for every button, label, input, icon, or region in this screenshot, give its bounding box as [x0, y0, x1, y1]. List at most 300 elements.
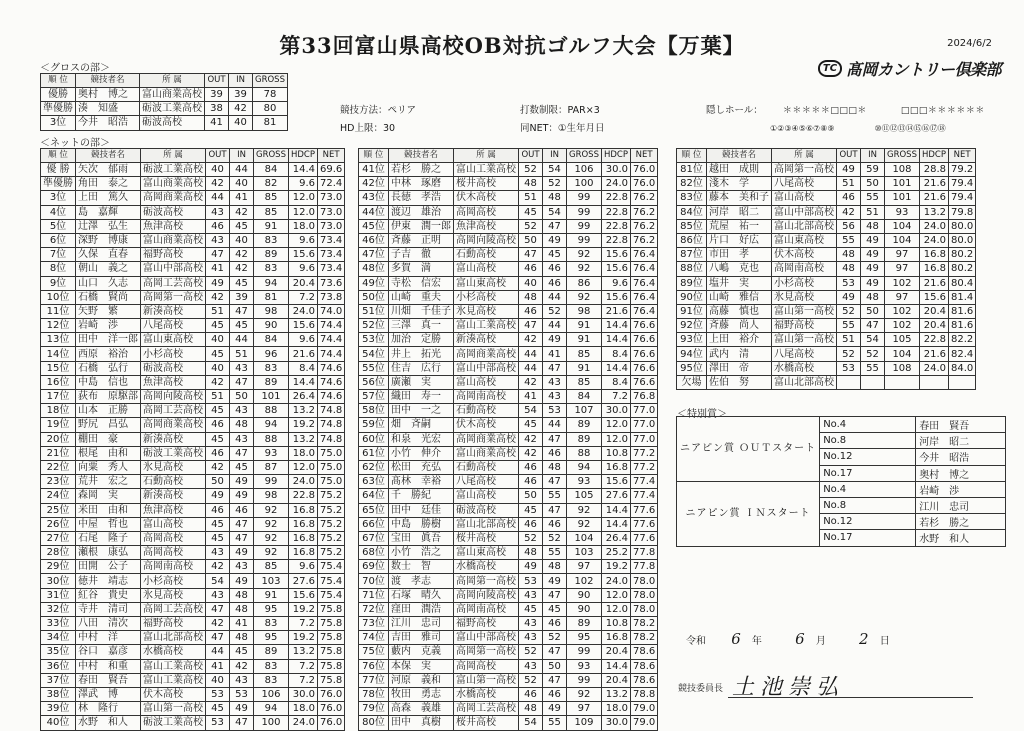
net-score-cell: 77.6	[630, 503, 657, 517]
hdcp-cell: 10.8	[601, 446, 630, 460]
net-score-cell: 74.6	[317, 390, 344, 404]
hole-number-cell: No.17	[820, 530, 916, 546]
net-score-cell: 75.4	[317, 574, 344, 588]
rank-cell: 37位	[41, 673, 76, 687]
table-row	[41, 503, 345, 517]
affiliation-cell: 新湊高校	[141, 304, 206, 318]
out-score-cell: 52	[519, 673, 543, 687]
hdcp-cell: 12.0	[288, 191, 317, 205]
affiliation-cell: 福野高校	[772, 319, 837, 333]
rank-cell: 50位	[359, 290, 389, 304]
table-row	[41, 475, 345, 489]
hdcp-cell: 14.4	[288, 163, 317, 177]
gross-score-cell: 84	[254, 333, 289, 347]
affiliation-cell: 八尾高校	[454, 475, 519, 489]
gross-score-cell: 103	[254, 574, 289, 588]
table-row	[41, 290, 345, 304]
player-name-cell: 中林 琢磨	[389, 177, 454, 191]
table-row	[41, 333, 345, 347]
rank-cell: 23位	[41, 475, 76, 489]
affiliation-cell: 高岡高校	[141, 531, 206, 545]
gross-score-cell: 98	[254, 304, 289, 318]
rank-cell: 22位	[41, 460, 76, 474]
affiliation-cell: 高岡高校	[454, 205, 519, 219]
affiliation-cell: 富山商業高校	[454, 446, 519, 460]
player-name-cell: 澤田 帝	[707, 361, 772, 375]
hdcp-cell: 21.6	[288, 347, 317, 361]
rank-cell: 優 勝	[41, 163, 76, 177]
player-name-cell: 久保 直春	[76, 248, 141, 262]
table-row	[41, 219, 345, 233]
table-row	[677, 276, 976, 290]
in-score-cell: 55	[543, 489, 567, 503]
gross-score-cell: 97	[567, 560, 602, 574]
table-row	[359, 702, 658, 716]
out-score-cell: 46	[519, 687, 543, 701]
affiliation-cell: 富山東高校	[772, 233, 837, 247]
out-score-cell: 47	[519, 248, 543, 262]
in-score-cell: 44	[230, 163, 254, 177]
affiliation-cell: 高岡商業高校	[454, 432, 519, 446]
affiliation-cell: 砺波工業高校	[140, 102, 205, 116]
in-score-cell: 43	[543, 390, 567, 404]
gross-col-header: 競技者名	[76, 74, 140, 88]
gross-score-cell: 101	[254, 390, 289, 404]
in-score-cell: 47	[543, 432, 567, 446]
table-row	[359, 475, 658, 489]
in-score-cell: 45	[230, 645, 254, 659]
hdcp-cell: 8.4	[288, 361, 317, 375]
gross-score-cell: 102	[567, 574, 602, 588]
rank-cell: 70位	[359, 574, 389, 588]
out-score-cell: 45	[206, 404, 230, 418]
gross-score-cell: 89	[567, 418, 602, 432]
net-score-cell: 76.4	[630, 290, 657, 304]
affiliation-cell: 高岡工芸高校	[141, 602, 206, 616]
rank-cell: 59位	[359, 418, 389, 432]
affiliation-cell: 魚津高校	[454, 219, 519, 233]
player-name-cell: 米田 由和	[76, 503, 141, 517]
gross-score-cell: 89	[254, 375, 289, 389]
table-row	[677, 417, 1006, 433]
net-score-cell: 76.2	[630, 233, 657, 247]
player-name-cell: 荒屋 祐一	[707, 219, 772, 233]
winner-name-cell: 奥村 博之	[916, 465, 1006, 481]
player-name-cell: 中島 勝樹	[389, 517, 454, 531]
in-score-cell: 41	[230, 191, 254, 205]
hdcp-cell: 21.6	[919, 347, 948, 361]
in-score-cell: 49	[543, 702, 567, 716]
table-row	[359, 531, 658, 545]
rank-cell: 69位	[359, 560, 389, 574]
in-score-cell: 50	[861, 304, 885, 318]
in-score-cell: 52	[543, 177, 567, 191]
player-name-cell: 八嶋 克也	[707, 262, 772, 276]
gross-score-cell: 83	[254, 361, 289, 375]
out-score-cell: 52	[519, 219, 543, 233]
special-category-cell: ニアピン賞 ＯＵＴスタート	[677, 417, 820, 482]
out-score-cell: 49	[837, 290, 861, 304]
gross-score-cell: 84	[254, 163, 289, 177]
rank-cell: 13位	[41, 333, 76, 347]
table-row	[41, 659, 345, 673]
table-row	[41, 489, 345, 503]
gross-score-cell: 98	[567, 304, 602, 318]
hdcp-cell: 9.6	[288, 560, 317, 574]
out-score-cell: 43	[206, 588, 230, 602]
rank-cell: 79位	[359, 702, 389, 716]
table-row	[41, 116, 288, 130]
gross-score-cell: 81	[253, 116, 288, 130]
out-score-cell: 40	[206, 333, 230, 347]
out-score-cell: 45	[206, 531, 230, 545]
rank-cell: 34位	[41, 631, 76, 645]
net-score-cell: 76.8	[630, 390, 657, 404]
player-name-cell: 高藤 慎也	[707, 304, 772, 318]
player-name-cell: 湊 知盛	[76, 102, 140, 116]
gross-score-cell: 89	[567, 617, 602, 631]
out-score-cell: 40	[519, 276, 543, 290]
net-score-cell: 79.8	[948, 205, 975, 219]
hdcp-cell: 12.0	[601, 588, 630, 602]
player-name-cell: 上田 裕介	[707, 333, 772, 347]
in-score-cell: 51	[861, 205, 885, 219]
player-name-cell: 小竹 伸介	[389, 446, 454, 460]
gross-score-cell: 103	[567, 546, 602, 560]
affiliation-cell: 富山工業高校	[454, 163, 519, 177]
in-score-cell: 55	[543, 716, 567, 730]
affiliation-cell: 富山中部高校	[454, 361, 519, 375]
gross-col-header: OUT	[205, 74, 229, 88]
affiliation-cell: 富山商業高校	[141, 177, 206, 191]
table-row	[677, 347, 976, 361]
rank-cell: 90位	[677, 290, 707, 304]
gross-score-cell: 99	[567, 233, 602, 247]
out-score-cell: 55	[837, 319, 861, 333]
affiliation-cell: 新湊高校	[454, 333, 519, 347]
out-score-cell: 51	[837, 177, 861, 191]
table-row	[41, 404, 345, 418]
net-score-cell: 78.2	[630, 631, 657, 645]
net-score-cell: 76.4	[630, 276, 657, 290]
table-row	[41, 248, 345, 262]
in-score-cell: 49	[230, 574, 254, 588]
net-score-cell: 80.4	[948, 276, 975, 290]
hdcp-cell: 15.6	[288, 319, 317, 333]
out-score-cell: 45	[206, 517, 230, 531]
hdcp-cell: 22.8	[601, 191, 630, 205]
hidden-in-nums: ⑩⑪⑫⑬⑭⑮⑯⑰⑱	[874, 124, 946, 133]
in-score-cell: 43	[230, 432, 254, 446]
affiliation-cell: 富山工業高校	[454, 319, 519, 333]
net-score-cell: 78.0	[630, 602, 657, 616]
net-score-cell: 76.6	[630, 347, 657, 361]
net-score-cell: 75.8	[317, 645, 344, 659]
rank-cell: 20位	[41, 432, 76, 446]
rank-cell: 60位	[359, 432, 389, 446]
gross-score-cell: 83	[254, 617, 289, 631]
player-name-cell: 春田 賢吾	[76, 673, 141, 687]
gross-score-cell: 94	[254, 418, 289, 432]
out-score-cell: 46	[519, 475, 543, 489]
player-name-cell: 深野 博康	[76, 233, 141, 247]
gross-col-header: GROSS	[253, 74, 288, 88]
affiliation-cell: 高岡第一高校	[772, 163, 837, 177]
tie-label: 同NET：	[520, 123, 558, 134]
out-score-cell: 46	[519, 262, 543, 276]
in-score-cell: 47	[230, 446, 254, 460]
rank-cell: 55位	[359, 361, 389, 375]
in-score-cell: 44	[543, 319, 567, 333]
gross-score-cell: 99	[567, 205, 602, 219]
net-col-header: OUT	[837, 149, 861, 163]
hdcp-cell: 26.4	[601, 531, 630, 545]
player-name-cell: 河原 義和	[389, 673, 454, 687]
out-score-cell: 46	[206, 503, 230, 517]
gross-score-cell: 85	[567, 375, 602, 389]
affiliation-cell: 石動高校	[141, 475, 206, 489]
in-score-cell: 54	[861, 333, 885, 347]
affiliation-cell: 石動高校	[454, 460, 519, 474]
affiliation-cell: 富山工業高校	[141, 673, 206, 687]
net-score-cell: 76.0	[630, 163, 657, 177]
net-score-cell: 79.0	[630, 716, 657, 730]
gross-score-cell: 99	[254, 475, 289, 489]
hdcp-cell: 9.6	[601, 276, 630, 290]
in-score-cell: 49	[230, 702, 254, 716]
affiliation-cell: 砺波工業高校	[141, 446, 206, 460]
gross-score-cell: 78	[253, 88, 288, 102]
table-row	[359, 347, 658, 361]
affiliation-cell: 八尾高校	[772, 177, 837, 191]
out-score-cell: 42	[206, 375, 230, 389]
issue-year: 6	[731, 630, 741, 648]
player-name-cell: 朝山 義之	[76, 262, 141, 276]
hidden-label: 隠しホール：	[706, 105, 763, 116]
out-score-cell: 51	[837, 333, 861, 347]
table-row	[677, 375, 976, 389]
player-name-cell: 根尾 由和	[76, 446, 141, 460]
rank-cell: 71位	[359, 588, 389, 602]
hdcp-cell: 24.0	[288, 716, 317, 730]
out-score-cell: 44	[519, 361, 543, 375]
out-score-cell: 40	[206, 163, 230, 177]
winner-name-cell: 若杉 勝之	[916, 514, 1006, 530]
gross-score-cell: 105	[885, 333, 920, 347]
net-score-cell: 75.2	[317, 546, 344, 560]
out-score-cell: 47	[519, 319, 543, 333]
net-score-cell: 80.2	[948, 262, 975, 276]
net-score-cell: 74.8	[317, 432, 344, 446]
net-col-header: HDCP	[601, 149, 630, 163]
table-row	[41, 88, 288, 102]
hdcp-cell: 22.8	[601, 205, 630, 219]
hdcp-cell: 22.8	[601, 233, 630, 247]
affiliation-cell: 氷見高校	[141, 588, 206, 602]
affiliation-cell: 高岡第一高校	[454, 574, 519, 588]
table-row	[677, 361, 976, 375]
strokes-value: PAR×3	[567, 105, 600, 116]
gross-score-cell: 92	[567, 262, 602, 276]
in-score-cell: 42	[230, 262, 254, 276]
in-score-cell: 46	[543, 262, 567, 276]
table-row	[359, 375, 658, 389]
table-row	[41, 276, 345, 290]
table-row	[677, 233, 976, 247]
rank-cell: 17位	[41, 390, 76, 404]
out-score-cell: 46	[206, 219, 230, 233]
rank-cell: 46位	[359, 233, 389, 247]
gross-score-cell: 92	[567, 248, 602, 262]
table-row	[359, 304, 658, 318]
hdcp-cell: 8.4	[601, 347, 630, 361]
affiliation-cell: 富山第一高校	[454, 673, 519, 687]
net-score-cell: 72.4	[317, 177, 344, 191]
player-name-cell: 石尾 隆子	[76, 531, 141, 545]
table-row	[677, 177, 976, 191]
hdcp-cell: 14.4	[601, 319, 630, 333]
player-name-cell: 島 嘉輝	[76, 205, 141, 219]
affiliation-cell: 砺波高校	[141, 205, 206, 219]
affiliation-cell: 砺波高校	[454, 503, 519, 517]
affiliation-cell: 高岡高校	[141, 546, 206, 560]
player-name-cell: 畑 斉嗣	[389, 418, 454, 432]
rank-cell: 91位	[677, 304, 707, 318]
net-col-header: 競技者名	[389, 149, 454, 163]
net-col-header: NET	[948, 149, 975, 163]
hole-number-cell: No.12	[820, 449, 916, 465]
rank-cell: 86位	[677, 233, 707, 247]
affiliation-cell: 富山高校	[772, 191, 837, 205]
player-name-cell: 澤武 博	[76, 687, 141, 701]
affiliation-cell: 富山東高校	[141, 333, 206, 347]
player-name-cell: 河岸 昭二	[707, 205, 772, 219]
net-col-header: 競技者名	[76, 149, 141, 163]
gross-score-cell: 102	[885, 319, 920, 333]
net-col-header: OUT	[206, 149, 230, 163]
out-score-cell: 42	[206, 177, 230, 191]
gross-score-cell: 83	[254, 659, 289, 673]
player-name-cell: 三澤 真一	[389, 319, 454, 333]
out-score-cell: 44	[206, 191, 230, 205]
rank-cell: 64位	[359, 489, 389, 503]
affiliation-cell: 水橋高校	[772, 361, 837, 375]
out-score-cell: 43	[206, 205, 230, 219]
net-score-cell: 78.6	[630, 659, 657, 673]
in-score-cell: 45	[230, 319, 254, 333]
table-row	[41, 588, 345, 602]
player-name-cell: 石橋 賢尚	[76, 290, 141, 304]
in-score-cell: 42	[230, 659, 254, 673]
player-name-cell: 上田 篤久	[76, 191, 141, 205]
hdcp-cell: 13.2	[288, 432, 317, 446]
chair-label: 競技委員長	[678, 684, 724, 694]
affiliation-cell: 高岡工芸高校	[141, 276, 206, 290]
in-score-cell: 54	[543, 163, 567, 177]
gross-score-cell: 90	[567, 602, 602, 616]
player-name-cell: 織田 寿一	[389, 390, 454, 404]
out-score-cell: 43	[519, 588, 543, 602]
hdcp-cell: 16.8	[919, 248, 948, 262]
out-score-cell: 42	[206, 560, 230, 574]
net-col-header: HDCP	[288, 149, 317, 163]
hdcp-cell: 19.2	[288, 602, 317, 616]
gross-score-cell: 99	[567, 645, 602, 659]
rank-cell: 95位	[677, 361, 707, 375]
table-row	[41, 390, 345, 404]
net-col-header: 所 属	[454, 149, 519, 163]
out-score-cell: 48	[837, 262, 861, 276]
hole-number-cell: No.17	[820, 465, 916, 481]
rank-cell: 21位	[41, 446, 76, 460]
net-col-header: 順 位	[677, 149, 707, 163]
hdcp-cell: 13.2	[919, 205, 948, 219]
net-score-cell: 76.2	[630, 219, 657, 233]
gross-score-cell: 108	[885, 163, 920, 177]
net-score-cell: 77.6	[630, 517, 657, 531]
gross-score-cell: 94	[254, 702, 289, 716]
player-name-cell: 藤本 美和子	[707, 191, 772, 205]
net-score-cell: 73.4	[317, 262, 344, 276]
hdcp-cell: 15.6	[288, 588, 317, 602]
gross-score-cell: 105	[567, 489, 602, 503]
gross-score-cell: 108	[885, 361, 920, 375]
net-score-cell: 74.8	[317, 404, 344, 418]
in-score-cell: 59	[861, 163, 885, 177]
net-score-cell: 75.8	[317, 602, 344, 616]
player-name-cell: 田中 真樹	[389, 716, 454, 730]
net-score-cell: 76.4	[630, 304, 657, 318]
out-score-cell: 42	[519, 333, 543, 347]
table-row	[359, 361, 658, 375]
player-name-cell: 石塚 晴久	[389, 588, 454, 602]
hdcp-cell: 18.0	[288, 219, 317, 233]
hdcp-cell: 20.4	[919, 304, 948, 318]
table-row	[41, 602, 345, 616]
table-row	[359, 163, 658, 177]
gross-score-cell	[885, 375, 920, 389]
net-score-cell: 78.8	[630, 687, 657, 701]
affiliation-cell: 高岡向陵高校	[454, 588, 519, 602]
hdcp-cell: 16.8	[601, 460, 630, 474]
affiliation-cell: 高岡商業高校	[454, 347, 519, 361]
rank-cell: 57位	[359, 390, 389, 404]
rank-cell: 73位	[359, 617, 389, 631]
net-col-header: 順 位	[41, 149, 76, 163]
net-score-cell: 75.0	[317, 475, 344, 489]
out-score-cell: 45	[206, 432, 230, 446]
rank-cell: 66位	[359, 517, 389, 531]
out-score-cell: 52	[519, 645, 543, 659]
in-score-cell: 42	[229, 102, 253, 116]
out-score-cell: 47	[206, 602, 230, 616]
out-score-cell: 43	[519, 631, 543, 645]
affiliation-cell: 小杉高校	[141, 574, 206, 588]
out-score-cell: 45	[206, 702, 230, 716]
table-row	[359, 418, 658, 432]
affiliation-cell: 氷見高校	[454, 304, 519, 318]
rank-cell: 56位	[359, 375, 389, 389]
in-score-cell: 42	[230, 248, 254, 262]
affiliation-cell: 高岡第一高校	[454, 645, 519, 659]
affiliation-cell: 砺波高校	[140, 116, 205, 130]
in-score-cell: 49	[543, 233, 567, 247]
in-score-cell: 49	[861, 248, 885, 262]
net-score-cell: 73.4	[317, 233, 344, 247]
table-row	[41, 432, 345, 446]
in-score-cell: 49	[230, 489, 254, 503]
affiliation-cell: 石動高校	[454, 248, 519, 262]
